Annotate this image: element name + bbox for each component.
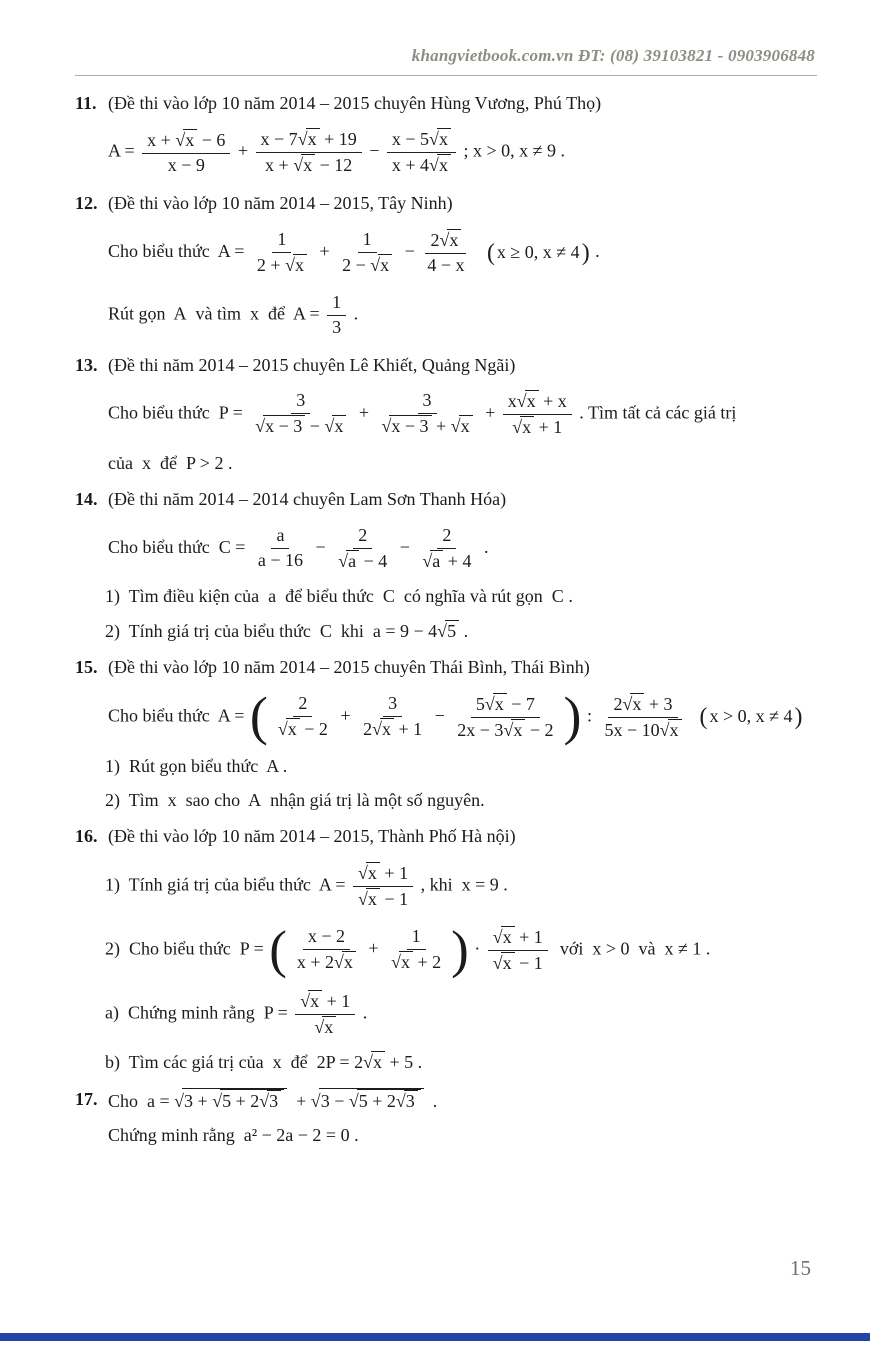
problem-block [75,1088,817,1148]
paren-group: ( $\frac{2}{√x - 2}$ + $\frac{3}{2√x + 1}$ − $\frac{5√x - 7}{2x - 3√x - 2}$ ) [249,686,582,747]
paren-group: ( x ≥ 0, x ≠ 4 ) [486,239,590,266]
formula-line: Cho biểu thức A = ( $\frac{2}{√x - 2}$ + $\frac{3}{2√x + 1}$ − $\frac{5√x - 7}{2x - 3√x - 2}$ ) : $\frac{2√x + 3}{5x - 10√x}$ ( x > 0, x ≠ 4 ) [108,686,803,747]
fraction: $\frac{1}{√x + 2}$ [391,926,442,973]
formula-line: Chứng minh rằng a² − 2a − 2 = 0 . [108,1125,359,1146]
sub-item-line: b) Tìm các giá trị của x để 2P = 2√x + 5 . [105,1052,423,1073]
problem-block [75,192,817,340]
problem-heading: (Đề thi vào lớp 10 năm 2014 – 2015 chuyên Hùng Vương, Phú Thọ) [108,93,602,113]
fraction: $\frac{3}{√x - 3 + √x}$ [377,390,478,438]
fraction: $\frac{2}{√x - 2}$ [277,693,328,740]
sub-item-line: 1) Rút gọn biểu thức A . [105,755,288,776]
fraction: $\frac{3}{√x - 3 - √x}$ [250,390,351,438]
square-root: √x − 3 [255,416,305,436]
square-root: √x [285,255,307,275]
fraction: $\frac{√x + 1}{√x - 1}$ [353,862,413,911]
fraction: $\frac{1}{2 + √x}$ [252,229,312,277]
problem-heading-row [75,488,817,511]
formula-line: A = $\frac{x + √x - 6}{x - 9}$ + $\frac{x - 7√x + 19}{x + √x - 12}$ − $\frac{x - 5√x}{x + 4√x}$ ; x > 0, x ≠ 9 . [108,129,565,176]
square-root: √x [358,889,380,909]
problem-number: 13. [75,354,98,375]
header-rule [75,75,817,76]
problem-heading: (Đề thi vào lớp 10 năm 2014 – 2015, Thành Phố Hà nội) [108,826,516,847]
problem-heading-row [75,825,817,848]
page-header [75,46,817,76]
problem-heading-row [75,354,817,377]
square-root: √x [451,416,473,436]
square-root: √x [503,720,525,740]
fraction: $\frac{2}{√a + 4}$ [422,524,472,571]
square-root: √x [660,720,682,740]
problem-heading: (Đề thi năm 2014 – 2014 chuyên Lam Sơn Thanh Hóa) [108,489,507,510]
problem-number: 11. [75,93,97,113]
fraction: $\frac{2√x}{4 - x}$ [427,229,465,275]
problem-heading: Cho a = √3 + √5 + 2√3 + √3 − √5 + 2√3 . [108,1088,437,1113]
text-line: của x để P > 2 . [108,452,233,473]
problem-block [75,656,817,812]
problem-block [75,354,817,476]
sub-item-line: 2) Cho biểu thức P = ( $\frac{x - 2}{x + 2√x}$ + $\frac{1}{√x + 2}$ ) · $\frac{√x + 1}{√x - 1}$ với x > 0 và x ≠ 1 . [105,920,711,979]
square-root: √x [372,719,394,739]
square-root: √x [324,416,346,436]
square-root: √x [517,391,539,411]
square-root: √5 [437,621,459,641]
fraction: $\frac{x√x + x}{√x + 1}$ [503,390,572,439]
square-root: √x [300,991,322,1011]
problem-heading-row [75,92,817,115]
square-root: √x [358,863,380,883]
square-root: √x [429,129,451,149]
square-root: √x [429,155,451,175]
square-root: √x [293,155,315,175]
problem-heading: (Đề thi năm 2014 – 2015 chuyên Lê Khiết, Quảng Ngãi) [108,354,516,375]
fraction: $\frac{2}{√a - 4}$ [338,524,388,571]
square-root: √x [512,417,534,437]
fraction: $\frac{2√x + 3}{5x - 10√x}$ [599,693,686,742]
sub-item-line: 1) Tìm điều kiện của a để biểu thức C có nghĩa và rút gọn C . [105,586,573,607]
problems-list [75,92,817,1148]
formula-line: Cho biểu thức C = $\frac{a}{a - 16}$ − $\frac{2}{√a - 4}$ − $\frac{2}{√a + 4}$ . [108,524,489,571]
square-root: √x [363,1052,385,1072]
paren-group: ( x > 0, x ≠ 4 ) [699,703,803,730]
problem-block [75,488,817,643]
problem-number: 14. [75,489,98,510]
fraction: $\frac{1}{2 - √x}$ [337,229,397,277]
problem-heading-row [75,656,817,679]
fraction: $\frac{3}{2√x + 1}$ [363,693,423,740]
square-root: √x [493,927,515,947]
problem-heading: (Đề thi vào lớp 10 năm 2014 – 2015 chuyên Thái Bình, Thái Bình) [108,657,590,678]
square-root: √x [334,952,356,972]
square-root: √x [175,130,197,150]
problem-heading-row [75,192,817,215]
fraction: $\frac{x - 5√x}{x + 4√x}$ [387,128,456,177]
fraction: $\frac{x + √x - 6}{x - 9}$ [142,129,230,177]
fraction: $\frac{√x + 1}{√x}$ [295,990,355,1039]
sub-item-line: 2) Tính giá trị của biểu thức C khi a = 9 − 4√5 . [105,620,469,641]
formula-line: Rút gọn A và tìm x để A = $\frac{1}{3}$ . [108,291,359,337]
sub-item-line: 2) Tìm x sao cho A nhận giá trị là một số nguyên. [105,789,485,810]
problem-number: 12. [75,193,98,214]
page-number: 15 [790,1256,811,1280]
problem-block [75,825,817,1075]
square-root: √5 + 2√3 [349,1091,421,1111]
square-root: √x [493,953,515,973]
square-root: √x [370,255,392,275]
formula-line: Cho biểu thức A = $\frac{1}{2 + √x}$ + $\frac{1}{2 - √x}$ − $\frac{2√x}{4 - x}$ ( x ≥ 0, x ≠ 4 ) . [108,228,600,275]
footer-bar [0,1333,870,1341]
square-root: √x [278,719,300,739]
square-root: √x [439,230,461,250]
square-root: √3 [259,1091,281,1111]
square-root: √x [391,952,413,972]
problem-number: 16. [75,826,98,847]
problem-heading: (Đề thi vào lớp 10 năm 2014 – 2015, Tây Ninh) [108,193,453,214]
sub-item-line: a) Chứng minh rằng P = $\frac{√x + 1}{√x}$ . [105,990,368,1037]
square-root: √3 − √5 + 2√3 [311,1091,424,1111]
square-root: √5 + 2√3 [212,1091,284,1111]
square-root: √3 [396,1091,418,1111]
problem-block [75,92,817,179]
fraction: $\frac{1}{3}$ [327,292,346,339]
paren-group: ( $\frac{x - 2}{x + 2√x}$ + $\frac{1}{√x + 2}$ ) [269,920,469,979]
fraction: $\frac{x - 7√x + 19}{x + √x - 12}$ [256,128,362,177]
square-root: √x [298,129,320,149]
sub-item-line: 1) Tính giá trị của biểu thức A = $\frac{√x + 1}{√x - 1}$ , khi x = 9 . [105,862,508,909]
square-root: √x − 3 [382,416,432,436]
square-root: √x [314,1017,336,1037]
square-root: √a [338,551,359,571]
problem-number: 15. [75,657,98,678]
header-site-info: khangvietbook.com.vn ĐT: (08) 39103821 - 0903906848 [411,46,815,65]
formula-line: Cho biểu thức P = $\frac{3}{√x - 3 - √x}$ + $\frac{3}{√x - 3 + √x}$ + $\frac{x√x + x}{√x + 1}$ . Tìm tất cả các giá trị [108,390,737,437]
square-root: √a [422,551,443,571]
problem-heading-row [75,1088,817,1113]
fraction: $\frac{x - 2}{x + 2√x}$ [292,926,361,974]
problem-number: 17. [75,1088,98,1109]
square-root: √3 + √5 + 2√3 [174,1091,287,1111]
square-root: √x [622,694,644,714]
fraction: $\frac{√x + 1}{√x - 1}$ [488,926,548,975]
square-root: √x [485,694,507,714]
fraction: $\frac{5√x - 7}{2x - 3√x - 2}$ [457,693,554,740]
fraction: $\frac{a}{a - 16}$ [257,525,304,571]
